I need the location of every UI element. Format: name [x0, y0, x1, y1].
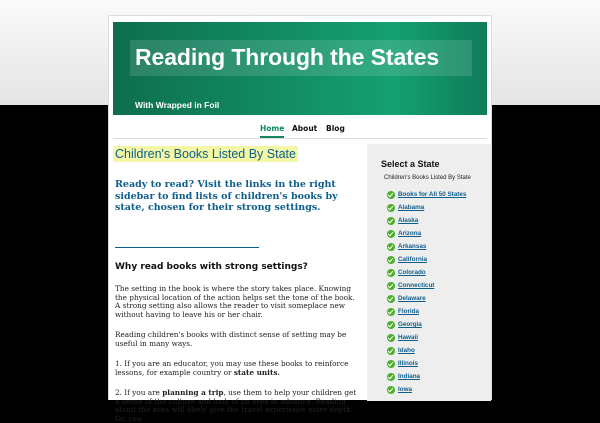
nav-blog[interactable]: Blog	[326, 124, 345, 133]
sidebar-item-idaho[interactable]	[387, 344, 466, 357]
paragraph-useful: Reading children's books with distinct sense of setting may be useful in many ways.	[115, 330, 347, 348]
sidebar	[367, 144, 491, 401]
sidebar-link-label[interactable]: Colorado	[398, 269, 426, 276]
checkmark-icon	[387, 256, 395, 264]
lead-text: Ready to read? Visit the links in the right sidebar to find lists of children's books by state, chosen for their strong settings.	[115, 179, 338, 213]
checkmark-icon	[387, 217, 395, 225]
paragraph-trip-text-end: , use them to help your children get a sense of the culture and look of an area in advance. Reading about the area will likely give the travel experience more depth. Or, you	[115, 388, 357, 423]
sidebar-link-label[interactable]: Arkansas	[398, 243, 427, 250]
nav-about[interactable]: About	[292, 124, 318, 133]
sidebar-item-indiana[interactable]	[387, 370, 466, 383]
checkmark-icon	[387, 308, 395, 316]
paragraph-trip-text-start: 2. If you are	[115, 388, 163, 397]
page-container	[108, 15, 492, 423]
sidebar-link-label[interactable]: California	[398, 256, 428, 263]
sidebar-link-label[interactable]: Iowa	[398, 386, 412, 393]
sidebar-item-california[interactable]	[387, 253, 466, 266]
sidebar-item-books-for-all-50-states[interactable]	[387, 188, 466, 201]
planning-trip-emphasis: planning a trip	[162, 388, 224, 397]
paragraph-trip	[115, 389, 359, 423]
sidebar-item-hawaii[interactable]	[387, 331, 466, 344]
sidebar-item-arizona[interactable]	[387, 227, 466, 240]
sidebar-link-label[interactable]: Idaho	[398, 347, 415, 354]
sidebar-subtitle: Children's Books Listed By State	[384, 175, 471, 181]
sidebar-item-colorado[interactable]	[387, 266, 466, 279]
state-units-emphasis: state units.	[233, 367, 280, 377]
checkmark-icon	[387, 295, 395, 303]
sidebar-item-georgia[interactable]	[387, 318, 466, 331]
checkmark-icon	[387, 269, 395, 277]
paragraph-educator-text: 1. If you are an educator, you may use these books to reinforce lessons, for example country or	[115, 359, 349, 377]
sidebar-item-alaska[interactable]	[387, 214, 466, 227]
sidebar-link-label[interactable]: Illinois	[398, 360, 418, 367]
sidebar-link-label[interactable]: Hawaii	[398, 334, 418, 341]
sidebar-item-connecticut[interactable]	[387, 279, 466, 292]
page-heading: Children's Books Listed By State	[115, 147, 296, 161]
sidebar-item-iowa[interactable]	[387, 383, 466, 396]
checkmark-icon	[387, 204, 395, 212]
paragraph-setting: The setting in the book is where the story takes place. Knowing the physical location of the action helps set the tone of the book. A strong setting also allows the reader to visit someplace new without having to leave his or her chair.	[115, 284, 355, 319]
sidebar-link-label[interactable]: Indiana	[398, 373, 421, 380]
sidebar-link-label[interactable]: Georgia	[398, 321, 422, 328]
checkmark-icon	[387, 386, 395, 394]
checkmark-icon	[387, 230, 395, 238]
sidebar-link-label[interactable]: Alabama	[398, 204, 425, 211]
sidebar-item-delaware[interactable]	[387, 292, 466, 305]
sidebar-item-florida[interactable]	[387, 305, 466, 318]
section-title: Why read books with strong settings?	[115, 262, 308, 272]
nav-home[interactable]: Home	[260, 124, 284, 138]
header-banner	[113, 22, 487, 115]
checkmark-icon	[387, 191, 395, 199]
sidebar-link-label[interactable]: Florida	[398, 308, 419, 315]
site-tagline: With Wrapped in Foil	[135, 100, 220, 110]
checkmark-icon	[387, 243, 395, 251]
site-title[interactable]: Reading Through the States	[135, 44, 440, 70]
sidebar-item-illinois[interactable]	[387, 357, 466, 370]
main-nav	[113, 117, 487, 139]
checkmark-icon	[387, 360, 395, 368]
checkmark-icon	[387, 282, 395, 290]
sidebar-link-label[interactable]: Alaska	[398, 217, 419, 224]
checkmark-icon	[387, 373, 395, 381]
sidebar-link-label[interactable]: Delaware	[398, 295, 426, 302]
checkmark-icon	[387, 334, 395, 342]
checkmark-icon	[387, 321, 395, 329]
sidebar-link-label[interactable]: Books for All 50 States	[398, 191, 467, 198]
sidebar-item-arkansas[interactable]	[387, 240, 466, 253]
sidebar-link-label[interactable]: Arizona	[398, 230, 422, 237]
sidebar-title: Select a State	[381, 159, 440, 169]
paragraph-educator	[115, 360, 359, 377]
checkmark-icon	[387, 347, 395, 355]
divider	[115, 247, 259, 248]
state-list	[387, 188, 466, 396]
sidebar-link-label[interactable]: Connecticut	[398, 282, 435, 289]
sidebar-item-alabama[interactable]	[387, 201, 466, 214]
